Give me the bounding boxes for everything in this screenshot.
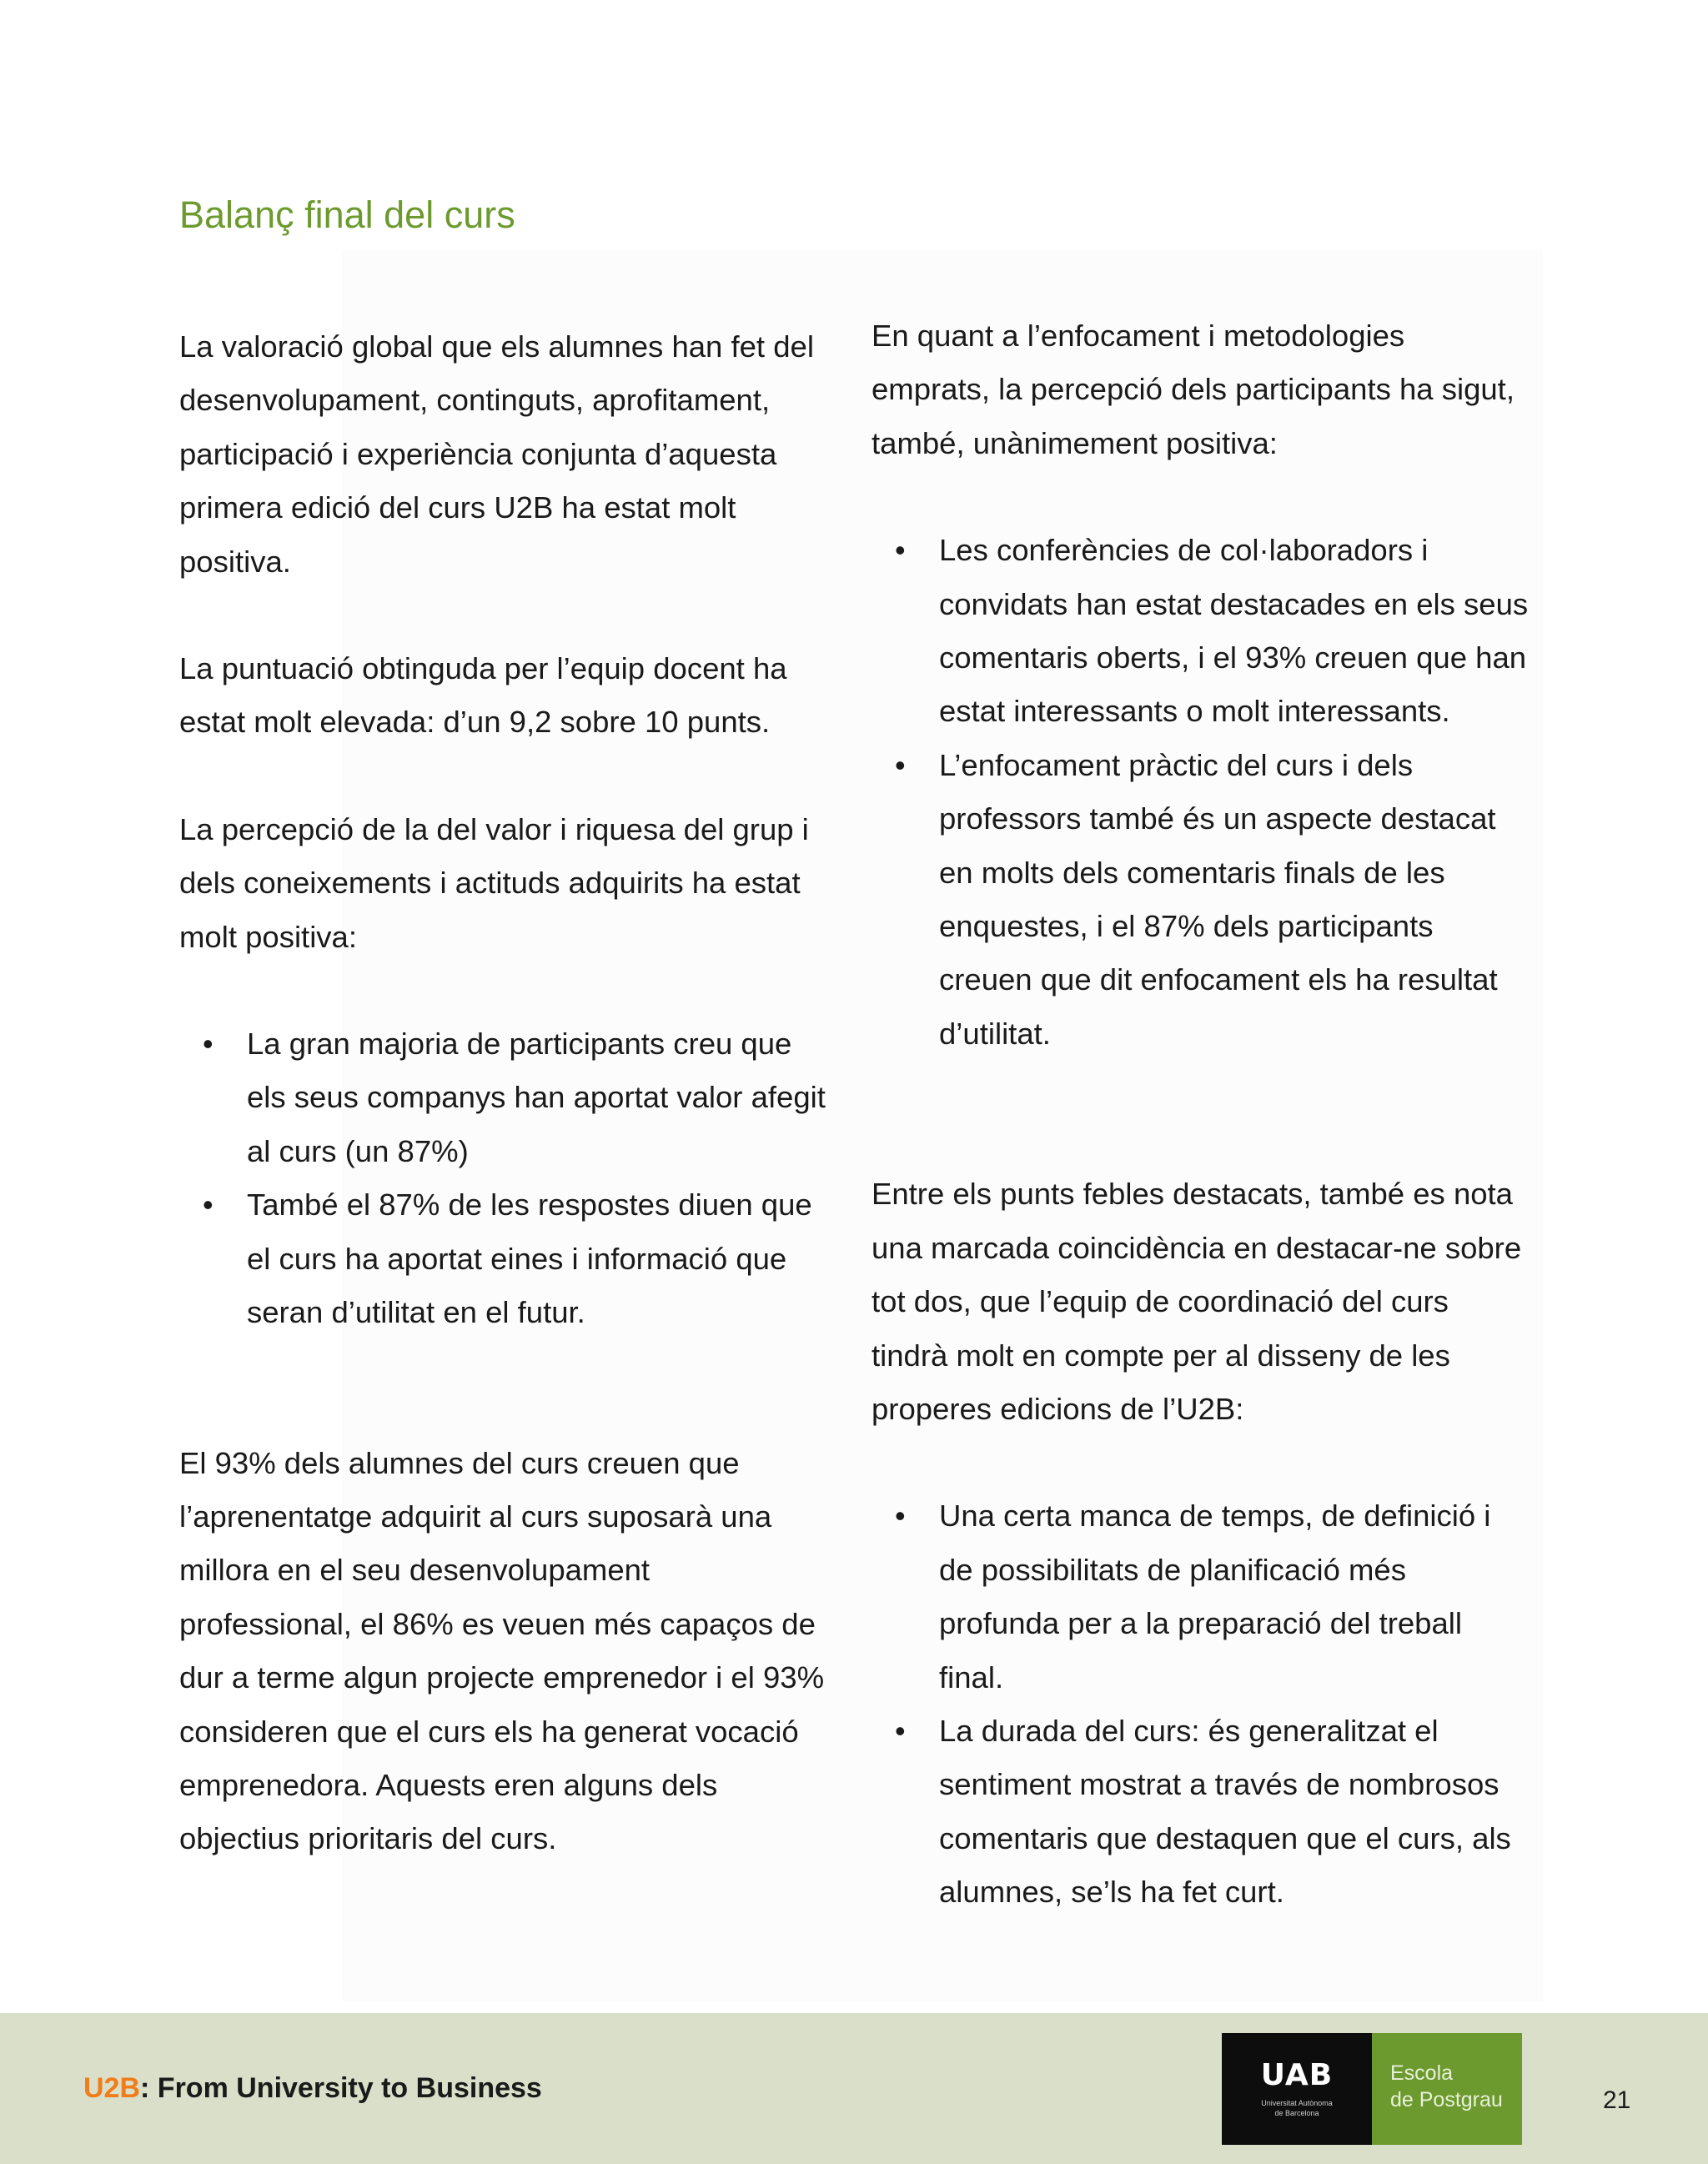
uab-logo-mark: UAB (1260, 2058, 1334, 2092)
list-item: • La durada del curs: és generalitzat el sentiment mostrat a través de nombrosos comentaris que destaquen que el curs, als alumnes, se’ls ha fet curt. (872, 1705, 1530, 1920)
left-paragraph-4: El 93% dels alumnes del curs creuen que l’aprenentatge adquirit al curs suposarà una millora en el seu desenvolupament professional, el 86% es veuen més capaços de dur a terme algun projecte emprenedor i el 93% consideren que el curs els ha generat vocació emprenedora. Aquests eren alguns dels objectius prioritaris del curs. (179, 1445, 825, 1856)
brand-tagline: : From University to Business (140, 2072, 542, 2104)
list-item: • La gran majoria de participants creu que els seus companys han aportat valor afegit al curs (un 87%) (179, 1017, 830, 1178)
right-bullet-list-1 (872, 524, 1530, 1061)
brand-accent: U2B (83, 2072, 141, 2104)
bullet-icon: • (895, 1499, 906, 1534)
escola-postgrau-logo (1372, 2033, 1522, 2145)
list-item: • També el 87% de les respostes diuen que el curs ha aportat eines i informació que seran d’utilitat en el futur. (179, 1178, 830, 1339)
right-paragraph-1: En quant a l’enfocament i metodologies emprats, la percepció dels participants ha sigut, també, unànimement positiva: (872, 319, 1515, 460)
right-paragraph-2: Entre els punts febles destacats, també es nota una marcada coincidència en destacar-ne sobre tot dos, que l’equip de coordinació del curs tindrà molt en compte per al disseny de les properes edicions de l’U2B: (872, 1177, 1522, 1426)
bullet-icon: • (203, 1187, 214, 1223)
left-paragraph-1: La valoració global que els alumnes han fet del desenvolupament, continguts, aprofitament, participació i experiència conjunta d’aquesta primera edició del curs U2B ha estat molt positiva. (179, 329, 814, 579)
uab-logo-subtitle: Universitat Autònoma de Barcelona (1261, 2099, 1333, 2117)
uab-escola-logo (1222, 2033, 1522, 2145)
section-title: Balanç final del curs (179, 193, 515, 236)
bullet-icon: • (895, 533, 906, 568)
escola-logo-line-2: de Postgrau (1390, 2088, 1503, 2111)
bullet-icon: • (895, 747, 906, 782)
bullet-icon: • (895, 1713, 906, 1748)
right-bullet-list-2 (872, 1489, 1530, 1919)
left-paragraph-2: La puntuació obtinguda per l’equip docent ha estat molt elevada: d’un 9,2 sobre 10 punts. (179, 651, 787, 740)
list-item: • Una certa manca de temps, de definició i de possibilitats de planificació més profunda per a la preparació del treball final. (872, 1489, 1530, 1705)
list-item: • L’enfocament pràctic del curs i dels professors també és un aspecte destacat en molts dels comentaris finals de les enquestes, i el 87% dels participants creuen que dit enfocament els ha resultat d’utilitat. (872, 739, 1530, 1061)
left-column (179, 320, 830, 1866)
right-column (872, 309, 1530, 1920)
footer-brand (83, 2072, 542, 2105)
escola-logo-line-1: Escola (1390, 2061, 1454, 2085)
left-bullet-list (179, 1017, 830, 1339)
left-paragraph-3: La percepció de la del valor i riquesa del grup i dels coneixements i actituds adquirits ha estat molt positiva: (179, 811, 809, 954)
page-number: 21 (1603, 2086, 1631, 2114)
uab-logo (1222, 2033, 1372, 2145)
list-item: • Les conferències de col·laboradors i convidats han estat destacades en els seus comentaris oberts, i el 93% creuen que han estat interessants o molt interessants. (872, 524, 1530, 739)
bullet-icon: • (203, 1027, 214, 1062)
